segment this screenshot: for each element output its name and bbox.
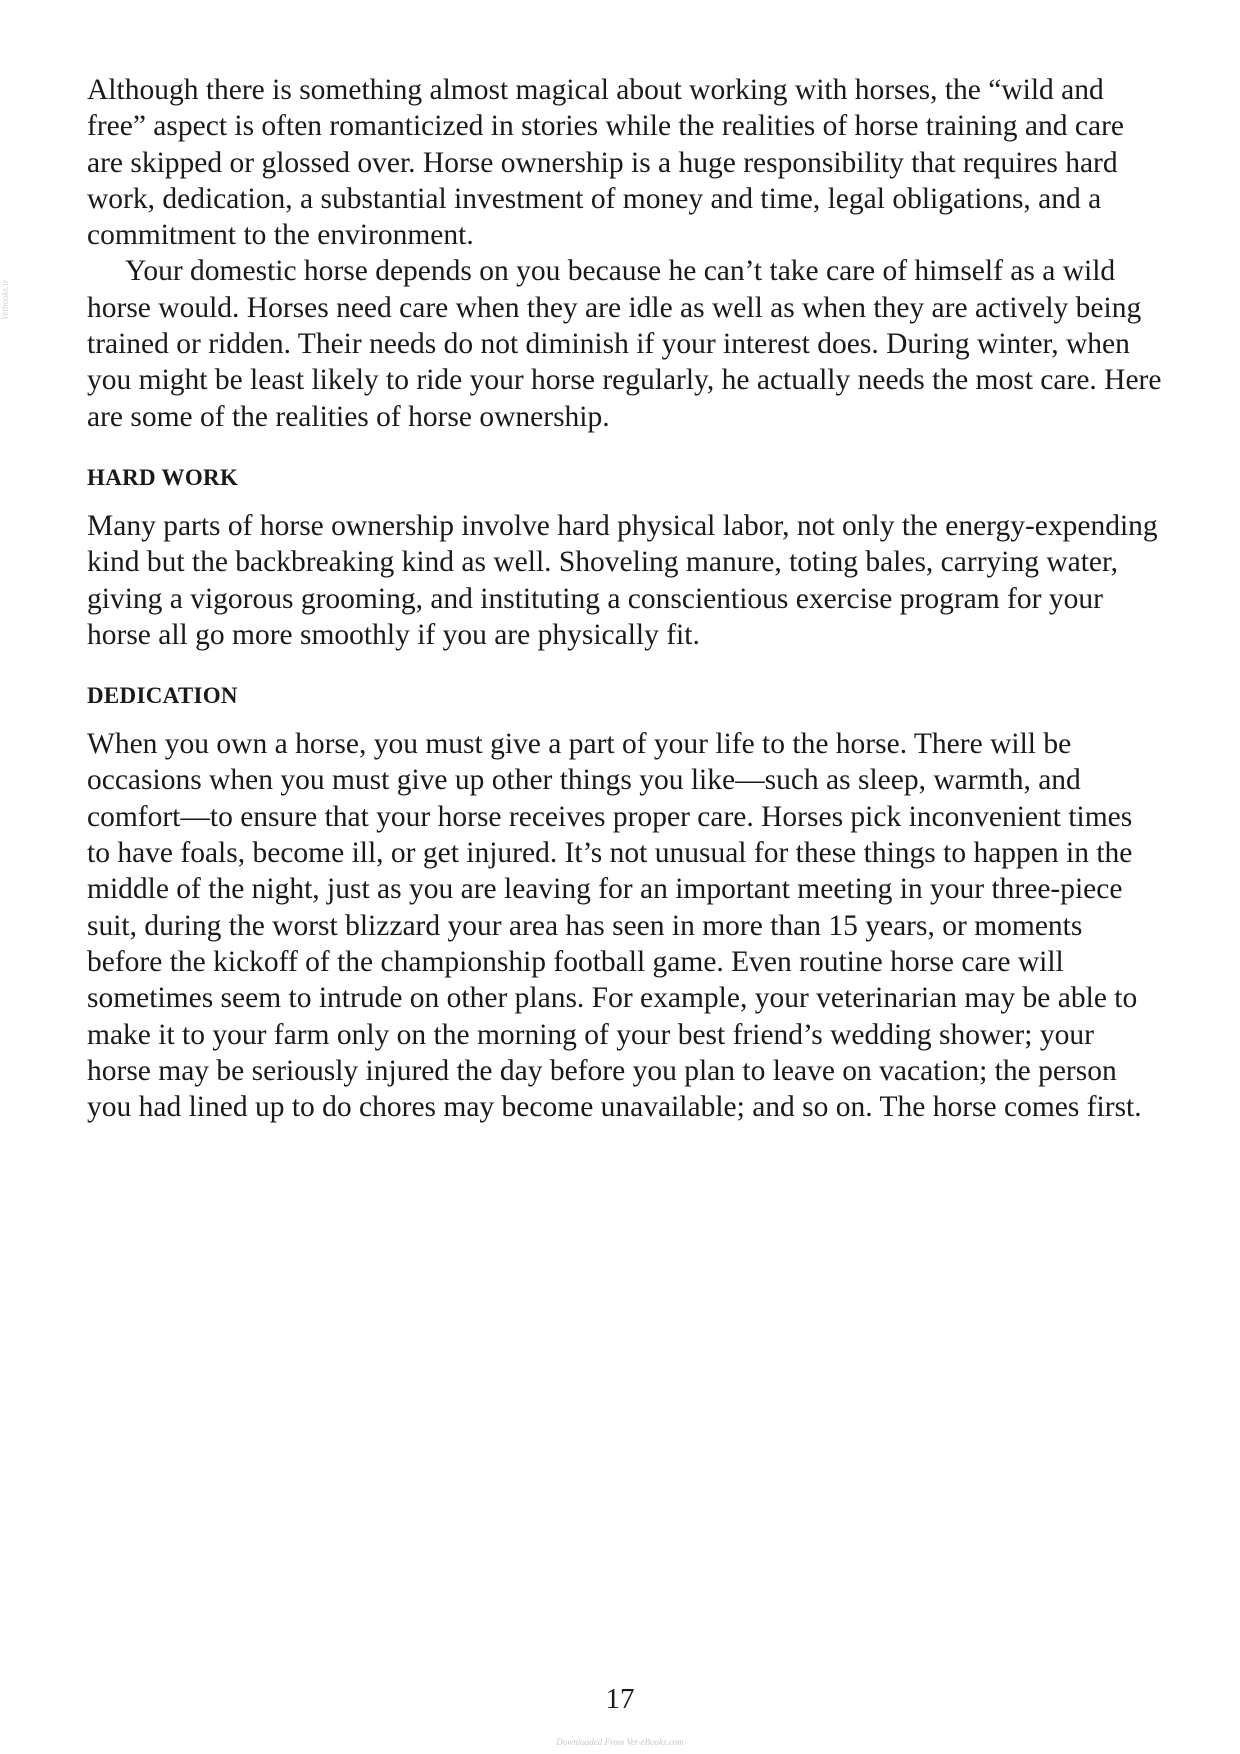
section-body-dedication: When you own a horse, you must give a part of your life to the horse. There will be occasions when you must give up other things you like—such as sleep, warmth, and comfort—to ensure that your horse receives proper care. Horses pick inconvenient times to have foals, become ill, or get injured. It’s not unusual for these things to happen in the middle of the night, just as you are leaving for an important meeting in your three-piece suit, during the worst blizzard your area has seen in more than 15 years, or moments before the kickoff of the championship football game. Even routine horse care will sometimes seem to intrude on other plans. For example, your veterinarian may be able to make it to your farm only on the morning of your best friend’s wedding shower; your horse may be seriously injured the day before you plan to leave on vacation; the person you had lined up to do chores may become unavailable; and so on. The horse comes first. xyxy=(87,728,1142,1124)
bottom-watermark: Downloaded From Vet-eBooks.com xyxy=(556,1737,684,1747)
intro-paragraph-1: Although there is something almost magical about working with horses, the “wild and free” aspect is often romanticized in stories while the realities of horse training and care are skipped or glossed over. Horse ownership is a huge responsibility that requires hard work, dedication, a substantial investment of money and time, legal obligations, and a commitment to the environment. xyxy=(87,74,1124,252)
intro-paragraph-2: Your domestic horse depends on you because he can’t take care of himself as a wild horse would. Horses need care when they are idle as well as when they are actively being trained or ridden. Their needs do not diminish if your interest does. During winter, when you might be least likely to ride your horse regularly, he actually needs the most care. Here are some of the realities of horse ownership. xyxy=(87,255,1162,433)
page-number: 17 xyxy=(605,1683,635,1715)
section-body-hard-work: Many parts of horse ownership involve hard physical labor, not only the energy-expending kind but the backbreaking kind as well. Shoveling manure, toting bales, carrying water, giving a vigorous grooming, and instituting a conscientious exercise program for your horse all go more smoothly if you are physically fit. xyxy=(87,509,1158,651)
section-heading-hard-work: HARD WORK xyxy=(87,464,239,490)
side-watermark: Vetbooks.ir xyxy=(0,279,10,320)
page-body xyxy=(87,72,1162,1125)
section-heading-dedication: DEDICATION xyxy=(87,683,238,709)
